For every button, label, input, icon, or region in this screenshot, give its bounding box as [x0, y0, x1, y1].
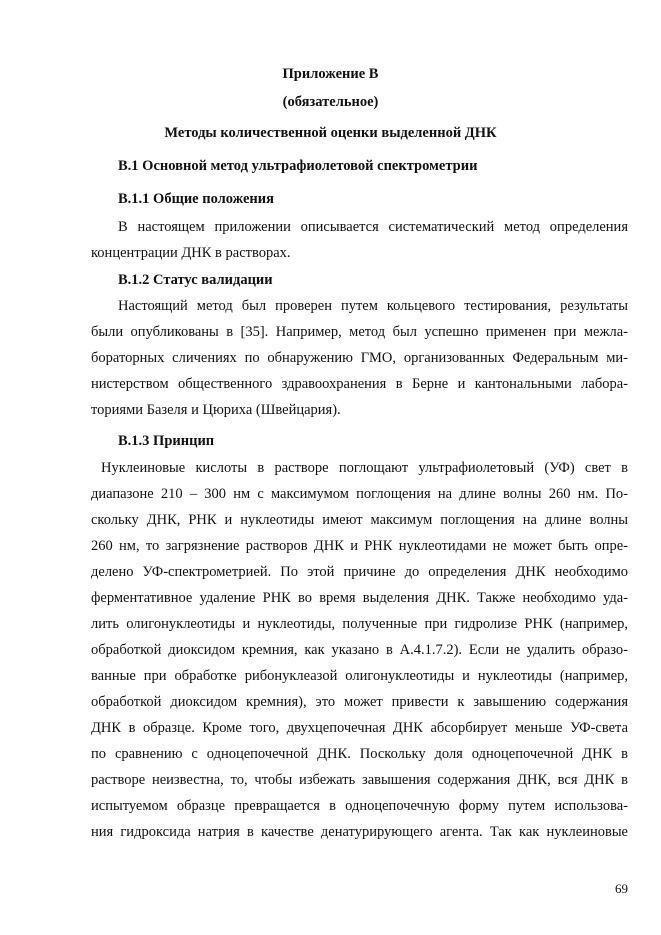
paragraph-line: 260 нм, то загрязнение растворов ДНК и РНК нуклеотидами не может быть опре- — [91, 538, 628, 554]
paragraph-line: по сравнению с одноцепочечной ДНК. Поскольку доля одноцепочечной ДНК в — [91, 746, 628, 762]
paragraph-line: нистерством общественного здравоохранения в Берне и кантональными лабора- — [91, 376, 628, 392]
section-b1-title: В.1 Основной метод ультрафиолетовой спектрометрии — [118, 158, 478, 174]
paragraph-line: ториями Базеля и Цюриха (Швейцария). — [91, 402, 341, 418]
section-b12-paragraph — [91, 293, 628, 423]
appendix-status: (обязательное) — [282, 94, 379, 110]
paragraph-line: обработкой диоксидом кремния), это может привести к завышению содержания — [91, 694, 628, 710]
paragraph-line: бораторных сличениях по обнаружению ГМО, организованных Федеральным ми- — [91, 350, 628, 366]
section-b11-title: В.1.1 Общие положения — [118, 191, 274, 207]
paragraph-line: ферментативное удаление РНК во время выделения ДНК. Также необходимо уда- — [91, 590, 628, 606]
paragraph-line: делено УФ-спектрометрией. По этой причине до определения ДНК необходимо — [91, 564, 628, 580]
paragraph-line: ванные при обработке рибонуклеазой олигонуклеотиды и нуклеотиды (например, — [91, 668, 628, 684]
paragraph-line: концентрации ДНК в растворах. — [91, 245, 291, 261]
paragraph-line: обработкой диоксидом кремния, как указано в А.4.1.7.2). Если не удалить образо- — [91, 642, 628, 658]
paragraph-line: Нуклеиновые кислоты в растворе поглощают ультрафиолетовый (УФ) свет в — [101, 460, 628, 476]
paragraph-line: растворе неизвестна, то, чтобы избежать завышения содержания ДНК, вся ДНК в — [91, 772, 628, 788]
section-b13-title: В.1.3 Принцип — [118, 433, 215, 449]
appendix-title: Приложение В — [282, 66, 379, 82]
paragraph-line: были опубликованы в [35]. Например, метод был успешно применен при межла- — [91, 324, 628, 340]
paragraph-line: диапазоне 210 – 300 нм с максимумом поглощения на длине волны 260 нм. По- — [91, 486, 628, 502]
page-number: 69 — [615, 881, 628, 896]
section-b13-paragraph — [91, 455, 628, 845]
paragraph-line: испытуемом образце превращается в одноцепочечную форму путем использова- — [91, 798, 628, 814]
paragraph-line: ния гидроксида натрия в качестве денатурирующего агента. Так как нуклеиновые — [91, 824, 628, 840]
paragraph-line: ДНК в образце. Кроме того, двухцепочечная ДНК абсорбирует меньше УФ-света — [91, 720, 628, 736]
section-b11-paragraph — [91, 214, 628, 266]
paragraph-line: Настоящий метод был проверен путем кольцевого тестирования, результаты — [118, 298, 628, 314]
paragraph-line: В настоящем приложении описывается систематический метод определения — [118, 219, 628, 235]
paragraph-line: лить олигонуклеотиды и нуклеотиды, полученные при гидролизе РНК (например, — [91, 616, 628, 632]
appendix-subject: Методы количественной оценки выделенной ДНК — [164, 125, 497, 141]
paragraph-line: скольку ДНК, РНК и нуклеотиды имеют максимум поглощения на длине волны — [91, 512, 628, 528]
section-b12-title: В.1.2 Статус валидации — [118, 272, 273, 288]
